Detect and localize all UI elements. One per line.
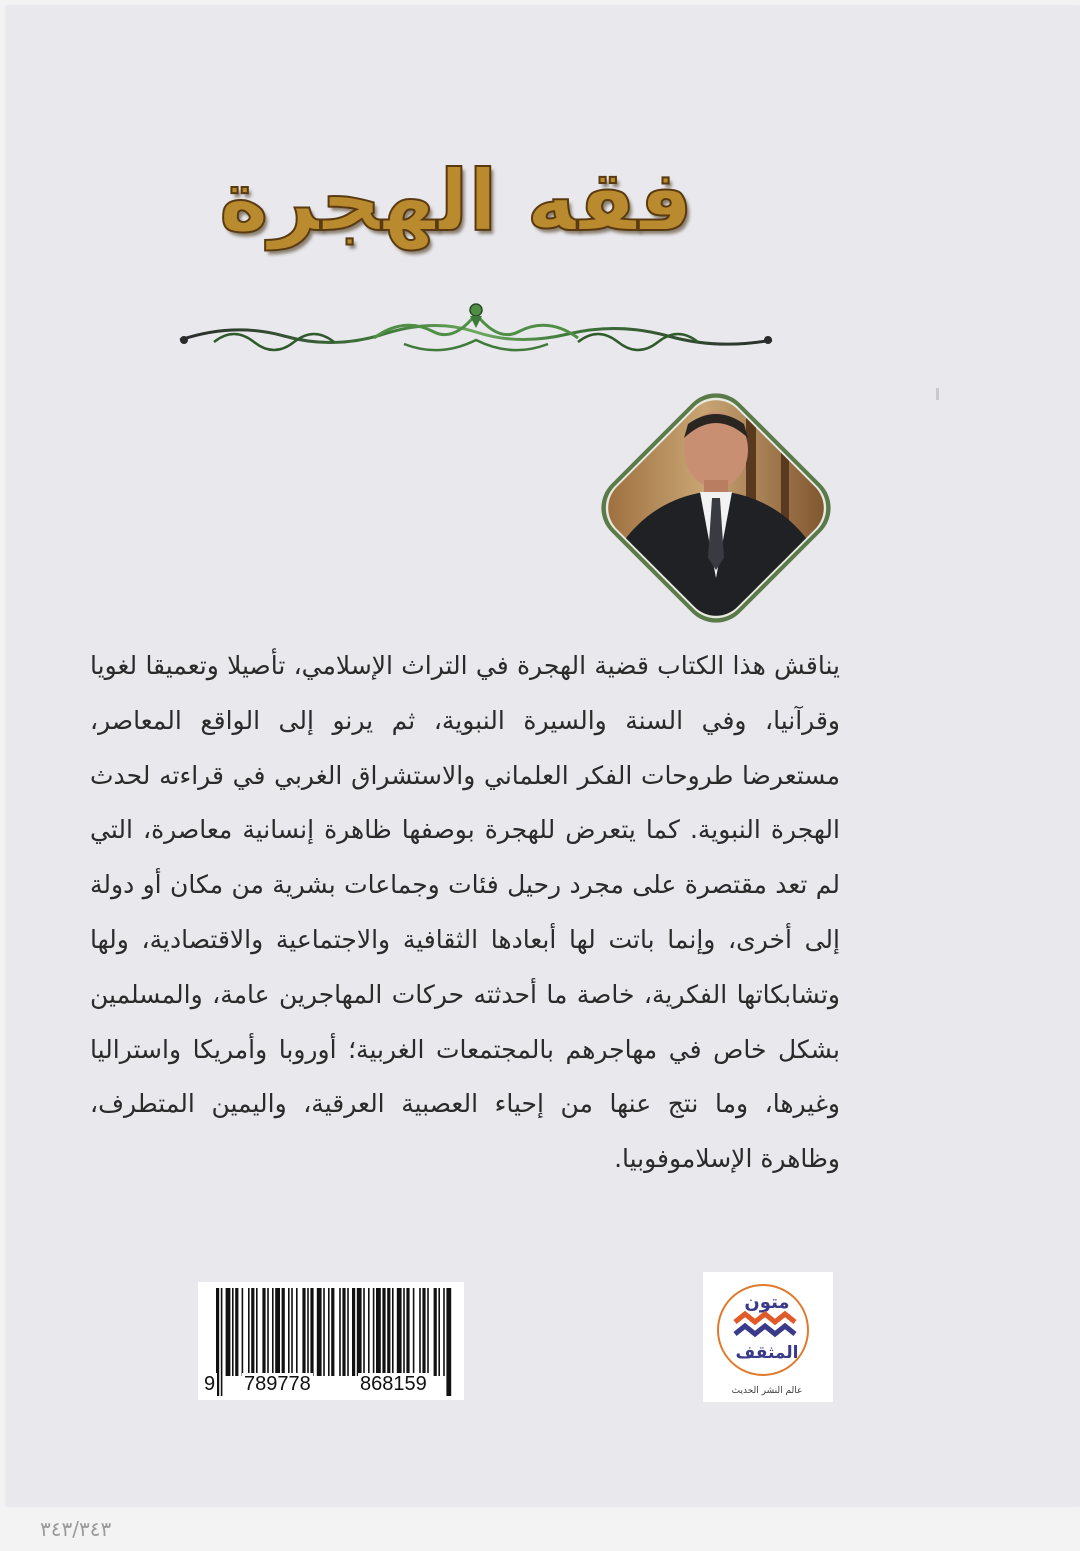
book-blurb: يناقش هذا الكتاب قضية الهجرة في التراث الإسلامي، تأصيلا وتعميقا لغويا وقرآنيا، وفي السنة والسيرة النبوية، ثم يرنو إلى الواقع المعاصر، مستعرضا طروحات الفكر العلماني والاستشراق الغربي في قراءته لحدث الهجرة النبوية. كما يتعرض للهجرة بوصفها ظاهرة إنسانية معاصرة، التي لم تعد مقتصرة على مجرد رحيل فئات وجماعات بشرية من مكان أو دولة إلى أخرى، وإنما باتت لها أبعادها الثقافية والاجتماعية والاقتصادية، ولها وتشابكاتها الفكرية، خاصة ما أحدثته حركات المهاجرين عامة، والمسلمين بشكل خاص في مهاجرهم بالمجتمعات الغربية؛ أوروبا وأمريكا واستراليا وغيرها، وما نتج عنها من إحياء العصبية العرقية، واليمين المتطرف، وظاهرة الإسلاموفوبيا.: [90, 651, 840, 1174]
cover-mark: [936, 388, 939, 400]
isbn-barcode: [198, 1282, 464, 1400]
author-photo: [596, 388, 836, 628]
publisher-logo-word-top: متون: [744, 1292, 790, 1313]
book-back-cover: [6, 6, 1080, 1506]
barcode-digit-group-2: 868159: [360, 1373, 427, 1395]
barcode-digit-first: 9: [204, 1373, 216, 1395]
book-title: فقه الهجرة: [219, 152, 693, 250]
publisher-logo: [703, 1272, 833, 1402]
publisher-logo-word-bottom: المثقف: [735, 1343, 799, 1363]
barcode-digit-group-1: 789778: [244, 1373, 311, 1395]
page-counter: ٣٤٣/٣٤٣: [40, 1517, 112, 1541]
ornament-divider: [174, 298, 778, 358]
publisher-tagline: عالم النشر الحديث: [731, 1386, 803, 1396]
